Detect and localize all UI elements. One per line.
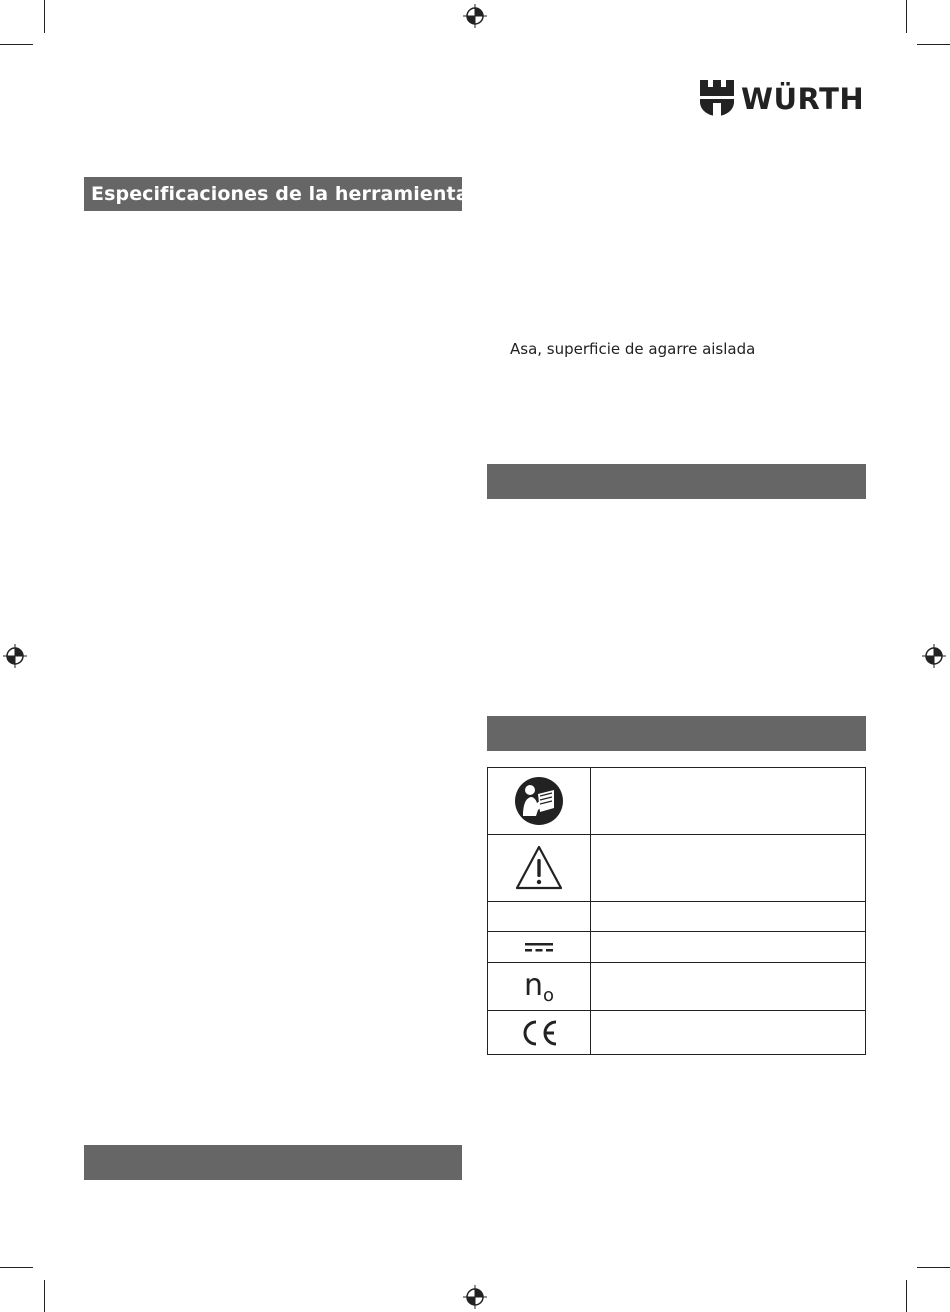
crop-mark [917, 1267, 950, 1268]
symbol-cell [488, 768, 591, 835]
table-row [488, 902, 866, 932]
description-cell [591, 963, 866, 1011]
table-row [488, 768, 866, 835]
table-row [488, 1011, 866, 1055]
direct-current-icon [524, 940, 554, 954]
symbol-cell [488, 835, 591, 902]
crop-mark [44, 1280, 45, 1312]
registration-mark-icon [922, 644, 946, 668]
registration-mark-icon [463, 4, 487, 28]
registration-mark-icon [463, 1285, 487, 1309]
section-title: Especificaciones de la herramienta [84, 177, 462, 211]
section-bar [487, 716, 866, 751]
description-cell [591, 768, 866, 835]
section-bar [487, 464, 866, 499]
crop-mark [906, 1280, 907, 1312]
ce-mark-icon [518, 1018, 560, 1048]
section-bar [84, 1145, 462, 1180]
symbol-cell [488, 1011, 591, 1055]
crop-mark [0, 1267, 33, 1268]
crop-mark [906, 0, 907, 33]
symbol-cell [488, 963, 591, 1011]
registration-mark-icon [3, 644, 27, 668]
part-caption: Asa, superficie de agarre aislada [510, 340, 756, 358]
description-cell [591, 902, 866, 932]
speed-symbol: n [523, 967, 543, 1003]
table-row [488, 835, 866, 902]
brand-logo-text: WÜRTH [741, 82, 865, 116]
description-cell [591, 1011, 866, 1055]
symbol-cell [488, 932, 591, 963]
no-load-speed-icon [523, 967, 555, 1006]
symbols-table [487, 767, 866, 1055]
read-manual-icon [514, 776, 564, 826]
description-cell [591, 932, 866, 963]
warning-triangle-icon [514, 844, 564, 892]
crop-mark [0, 44, 33, 45]
symbol-cell [488, 902, 591, 932]
crop-mark [44, 0, 45, 33]
crop-mark [917, 44, 950, 45]
speed-subscript: o [543, 984, 555, 1006]
table-row [488, 932, 866, 963]
table-row [488, 963, 866, 1011]
wurth-logo-icon [700, 80, 734, 116]
description-cell [591, 835, 866, 902]
